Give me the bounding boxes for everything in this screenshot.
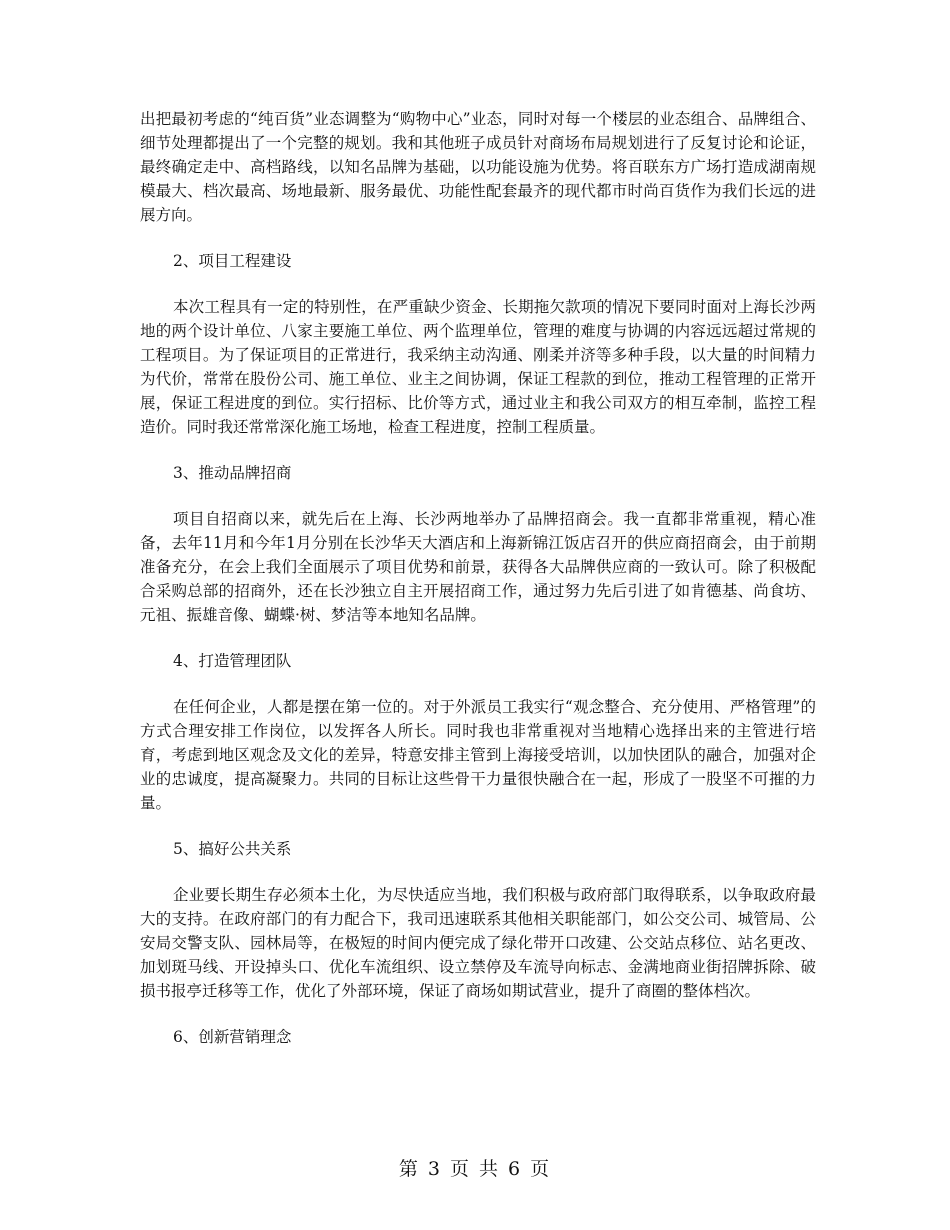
- paragraph-management-team: 在任何企业，人都是摆在第一位的。对于外派员工我实行“观念整合、充分使用、严格管理”的方式合理安排工作岗位，以发挥各人所长。同时我也非常重视对当地精心选择出来的主管进行培育，考虑到地区观念及文化的差异，特意安排主管到上海接受培训，以加快团队的融合，加强对企业的忠诚度，提高凝聚力。共同的目标让这些骨干力量很快融合在一起，形成了一股坚不可摧的力量。: [140, 698, 816, 812]
- section-heading-management-team: 4、打造管理团队: [173, 652, 292, 670]
- paragraph-intro-continued: 出把最初考虑的“纯百货”业态调整为“购物中心”业态，同时对每一个楼层的业态组合、品牌组合、细节处理都提出了一个完整的规划。我和其他班子成员针对商场布局规划进行了反复讨论和论证，最终确定走中、高档路线，以知名品牌为基础，以功能设施为优势。将百联东方广场打造成湖南规模最大、档次最高、场地最新、服务最优、功能性配套最齐的现代都市时尚百货作为我们长远的进展方向。: [140, 110, 816, 224]
- section-heading-marketing-innovation: 6、创新营销理念: [173, 1028, 292, 1046]
- page-number-footer: [0, 1154, 950, 1181]
- section-heading-public-relations: 5、搞好公共关系: [173, 840, 292, 858]
- page-suffix: 页: [530, 1158, 552, 1180]
- paragraph-project-engineering: 本次工程具有一定的特别性，在严重缺少资金、长期拖欠款项的情况下要同时面对上海长沙两地的两个设计单位、八家主要施工单位、两个监理单位，管理的难度与协调的内容远远超过常规的工程项目。为了保证项目的正常进行，我采纳主动沟通、刚柔并济等多种手段，以大量的时间精力为代价，常常在股份公司、施工单位、业主之间协调，保证工程款的到位，推动工程管理的正常开展，保证工程进度的到位。实行招标、比价等方式，通过业主和我公司双方的相互牵制，监控工程造价。同时我还常常深化施工场地，检查工程进度，控制工程质量。: [140, 298, 816, 436]
- page-current-number: 3: [427, 1158, 442, 1180]
- page-mid-label: 页: [449, 1158, 471, 1180]
- section-heading-project-engineering: 2、项目工程建设: [173, 252, 292, 270]
- paragraph-public-relations: 企业要长期生存必须本土化，为尽快适应当地，我们积极与政府部门取得联系，以争取政府最大的支持。在政府部门的有力配合下，我司迅速联系其他相关职能部门，如公交公司、城管局、公安局交警支队、园林局等，在极短的时间内便完成了绿化带开口改建、公交站点移位、站名更改、加划斑马线、开设掉头口、优化车流组织、设立禁停及车流导向标志、金满地商业街招牌拆除、破损书报亭迁移等工作，优化了外部环境，保证了商场如期试营业，提升了商圈的整体档次。: [140, 886, 816, 1000]
- paragraph-brand-investment: 项目自招商以来，就先后在上海、长沙两地举办了品牌招商会。我一直都非常重视，精心准备，去年11月和今年1月分别在长沙华天大酒店和上海新锦江饭店召开的供应商招商会，由于前期准备充分，在会上我们全面展示了项目优势和前景，获得各大品牌供应商的一致认可。除了积极配合采购总部的招商外，还在长沙独立自主开展招商工作，通过努力先后引进了如肯德基、尚食坊、元祖、振雄音像、蝴蝶·树、梦洁等本地知名品牌。: [140, 510, 816, 624]
- section-heading-brand-investment: 3、推动品牌招商: [173, 464, 292, 482]
- page-total-number: 6: [508, 1158, 523, 1180]
- page-prefix: 第: [398, 1158, 420, 1180]
- page-total-prefix: 共: [479, 1158, 501, 1180]
- document-body: [140, 107, 816, 1049]
